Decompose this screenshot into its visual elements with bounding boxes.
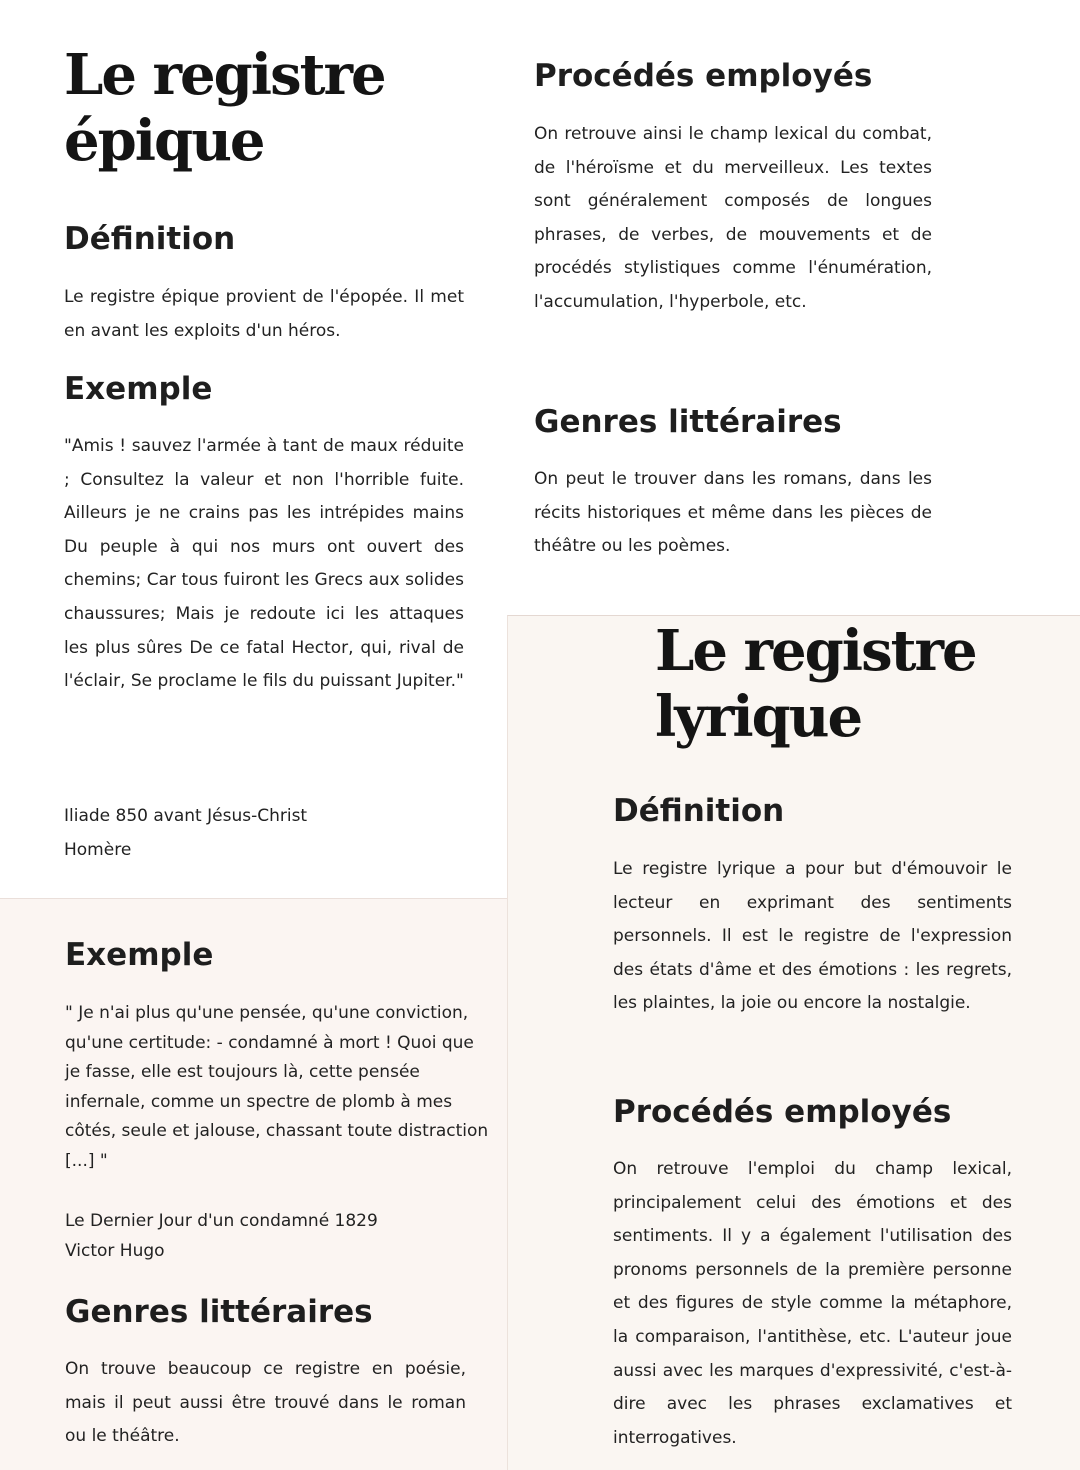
epique-procedes-text: On retrouve ainsi le champ lexical du combat, de l'héroïsme et du merveilleux. Les textes sont généralement composés de longues phrases, de verbes, de mouvements et de procédés stylistiques comme l'énumération, l'accumulation, l'hyperbole, etc. [534, 124, 932, 312]
lyrique-definition-heading: Définition [613, 793, 785, 829]
epique-source-work: Iliade 850 avant Jésus-Christ [64, 806, 308, 826]
lyrique-example-heading: Exemple [65, 937, 214, 973]
epique-source-author: Homère [64, 840, 132, 860]
epique-example-text: "Amis ! sauvez l'armée à tant de maux réduite ; Consultez la valeur et non l'horrible fuite. Ailleurs je ne crains pas les intrépides mains Du peuple à qui nos murs ont ouvert des chemins; Car tous fuiront les Grecs aux solides chaussures; Mais je redoute ici les attaques les plus sûres De ce fatal Hector, qui, rival de l'éclair, Se proclame le fils du puissant Jupiter." [64, 436, 464, 692]
lyrique-definition-text: Le registre lyrique a pour but d'émouvoir le lecteur en exprimant des sentiments personnels. Il est le registre de l'expression des états d'âme et des émotions : les regrets, les plaintes, la joie ou encore la nostalgie. [613, 859, 1012, 1014]
lyrique-example-text: " Je n'ai plus qu'une pensée, qu'une conviction, qu'une certitude: - condamné à mort ! Quoi que je fasse, elle est toujours là, cette pensée infernale, comme un spectre de plomb à mes côtés, seule et jalouse, chassant toute distraction [...] " [65, 1003, 489, 1171]
epique-example-heading: Exemple [64, 371, 213, 407]
epique-definition-text: Le registre épique provient de l'épopée. Il met en avant les exploits d'un héros. [64, 287, 464, 341]
epique-genres-heading: Genres littéraires [534, 404, 842, 440]
lyrique-procedes-heading: Procédés employés [613, 1094, 952, 1130]
lyrique-title: Le registre lyrique [655, 618, 976, 750]
epique-procedes-heading: Procédés employés [534, 58, 873, 94]
lyrique-genres-heading: Genres littéraires [65, 1294, 373, 1330]
lyrique-source-author: Victor Hugo [65, 1241, 165, 1261]
lyrique-source-work: Le Dernier Jour d'un condamné 1829 [65, 1211, 378, 1231]
lyrique-procedes-text: On retrouve l'emploi du champ lexical, principalement celui des émotions et des sentiments. Il y a également l'utilisation des pronoms personnels de la première personne et des figures de style comme la métaphore, la comparaison, l'antithèse, etc. L'auteur joue aussi avec les marques d'expressivité, c'est-à-dire avec les phrases exclamatives et interrogatives. [613, 1159, 1012, 1448]
epique-title: Le registre épique [64, 42, 385, 174]
epique-genres-text: On peut le trouver dans les romans, dans les récits historiques et même dans les pièces de théâtre ou les poèmes. [534, 469, 932, 557]
epique-definition-heading: Définition [64, 221, 236, 257]
lyrique-genres-text: On trouve beaucoup ce registre en poésie, mais il peut aussi être trouvé dans le roman ou le théâtre. [65, 1359, 466, 1447]
